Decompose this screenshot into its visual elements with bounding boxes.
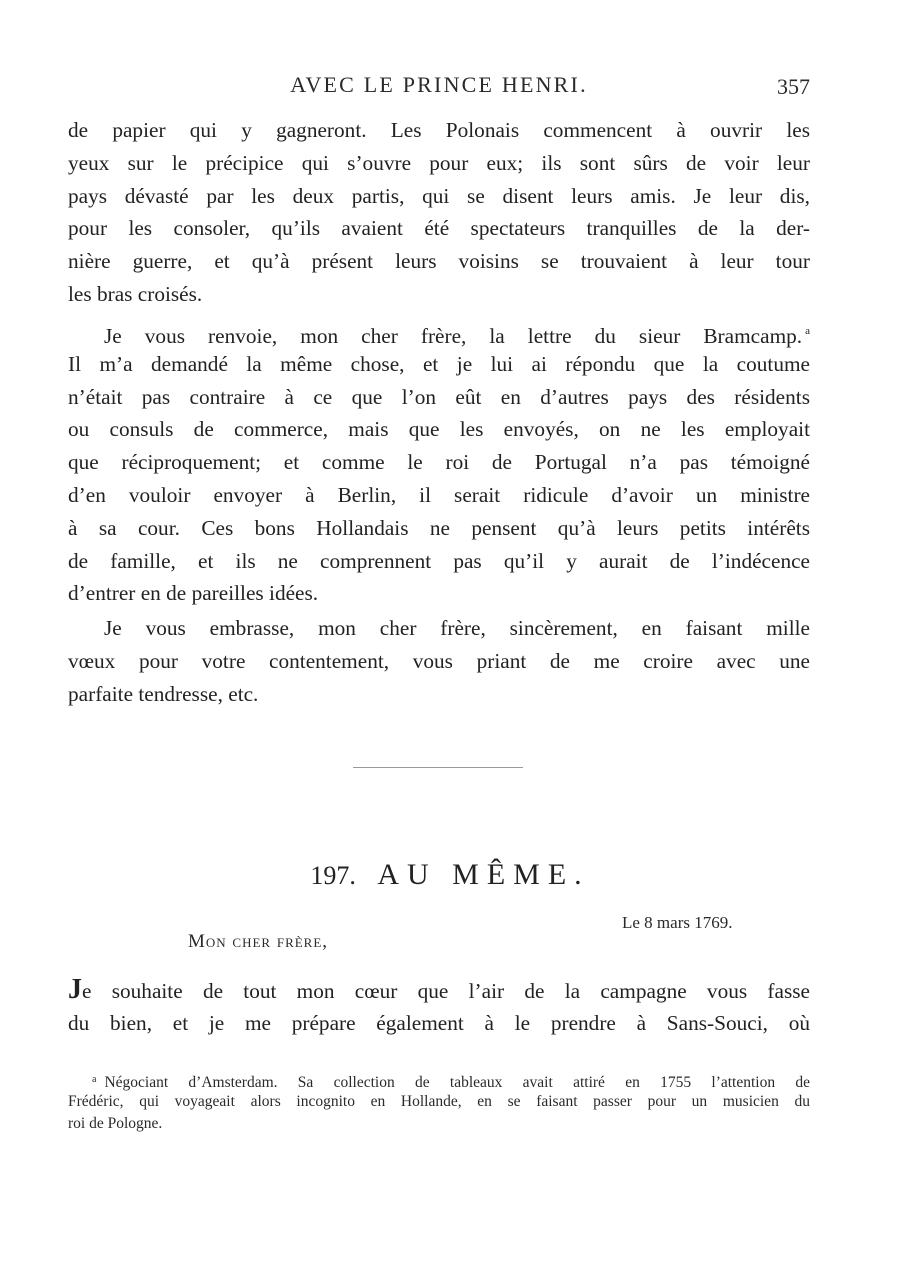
- paragraph-continuation: [68, 114, 810, 311]
- footnote-line: roi de Pologne.: [68, 1115, 163, 1132]
- paragraph-bramcamp: [68, 315, 810, 610]
- text-line: de papier qui y gagneront. Les Polonais commencent à ouvrir les: [68, 118, 810, 142]
- letter-body: [68, 974, 810, 1040]
- text-line-content: e souhaite de tout mon cœur que l’air de la campagne vous fasse: [82, 979, 810, 1003]
- text-line: que réciproquement; et comme le roi de Portugal n’a pas témoigné: [68, 450, 810, 475]
- text-line-content: Je vous renvoie, mon cher frère, la lettre du sieur Bramcamp.: [104, 324, 803, 348]
- text-line: les bras croisés.: [68, 281, 203, 306]
- footnote-reference[interactable]: a: [805, 325, 810, 337]
- text-line: à sa cour. Ces bons Hollandais ne pensent qu’à leurs petits intérêts: [68, 515, 810, 540]
- text-line: yeux sur le précipice qui s’ouvre pour eux; ils sont sûrs de voir leur: [68, 150, 810, 175]
- text-line: ou consuls de commerce, mais que les envoyés, on ne les employait: [68, 417, 810, 442]
- drop-cap: J: [68, 974, 82, 1005]
- text-line: Il m’a demandé la même chose, et je lui ai répondu que la coutume: [68, 351, 810, 376]
- letter-title: AU MÊME.: [377, 858, 590, 891]
- text-line: d’entrer en de pareilles idées.: [68, 581, 319, 606]
- section-divider: [353, 767, 523, 768]
- text-line: de famille, et ils ne comprennent pas qu’il y aurait de l’indécence: [68, 548, 810, 573]
- footnote: [68, 1069, 810, 1135]
- letter-date: Le 8 mars 1769.: [622, 913, 733, 932]
- letter-number: 197.: [310, 861, 356, 890]
- text-line: pays dévasté par les deux partis, qui se disent leurs amis. Je leur dis,: [68, 183, 810, 208]
- paragraph-closing: [68, 612, 810, 710]
- letter-heading: [0, 858, 900, 892]
- page-header: [68, 72, 810, 106]
- page-number: 357: [777, 74, 810, 99]
- text-line: d’en vouloir envoyer à Berlin, il serait ridicule d’avoir un ministre: [68, 482, 810, 507]
- footnote-text: Négociant d’Amsterdam. Sa collection de tableaux avait attiré en 1755 l’attention de: [104, 1074, 810, 1091]
- footnote-marker: a: [92, 1074, 97, 1085]
- text-line: [68, 315, 810, 348]
- text-line: parfaite tendresse, etc.: [68, 681, 259, 706]
- text-line: n’était pas contraire à ce que l’on eût en d’autres pays des résidents: [68, 384, 810, 409]
- running-title: AVEC LE PRINCE HENRI.: [290, 72, 588, 97]
- text-line: nière guerre, et qu’à présent leurs voisins se trouvaient à leur tour: [68, 249, 810, 274]
- text-line: vœux pour votre contentement, vous priant de me croire avec une: [68, 648, 810, 673]
- text-line: du bien, et je me prépare également à le prendre à Sans-Souci, où: [68, 1010, 810, 1035]
- footnote-line: [68, 1069, 810, 1091]
- text-line: Je vous embrasse, mon cher frère, sincèrement, en faisant mille: [104, 616, 810, 640]
- salutation: Mon cher frère,: [188, 931, 329, 952]
- footnote-line: Frédéric, qui voyageait alors incognito en Hollande, en se faisant passer pour un musicien du: [68, 1093, 810, 1110]
- text-line: [68, 974, 810, 1007]
- text-line: pour les consoler, qu’ils avaient été spectateurs tranquilles de la der-: [68, 216, 810, 241]
